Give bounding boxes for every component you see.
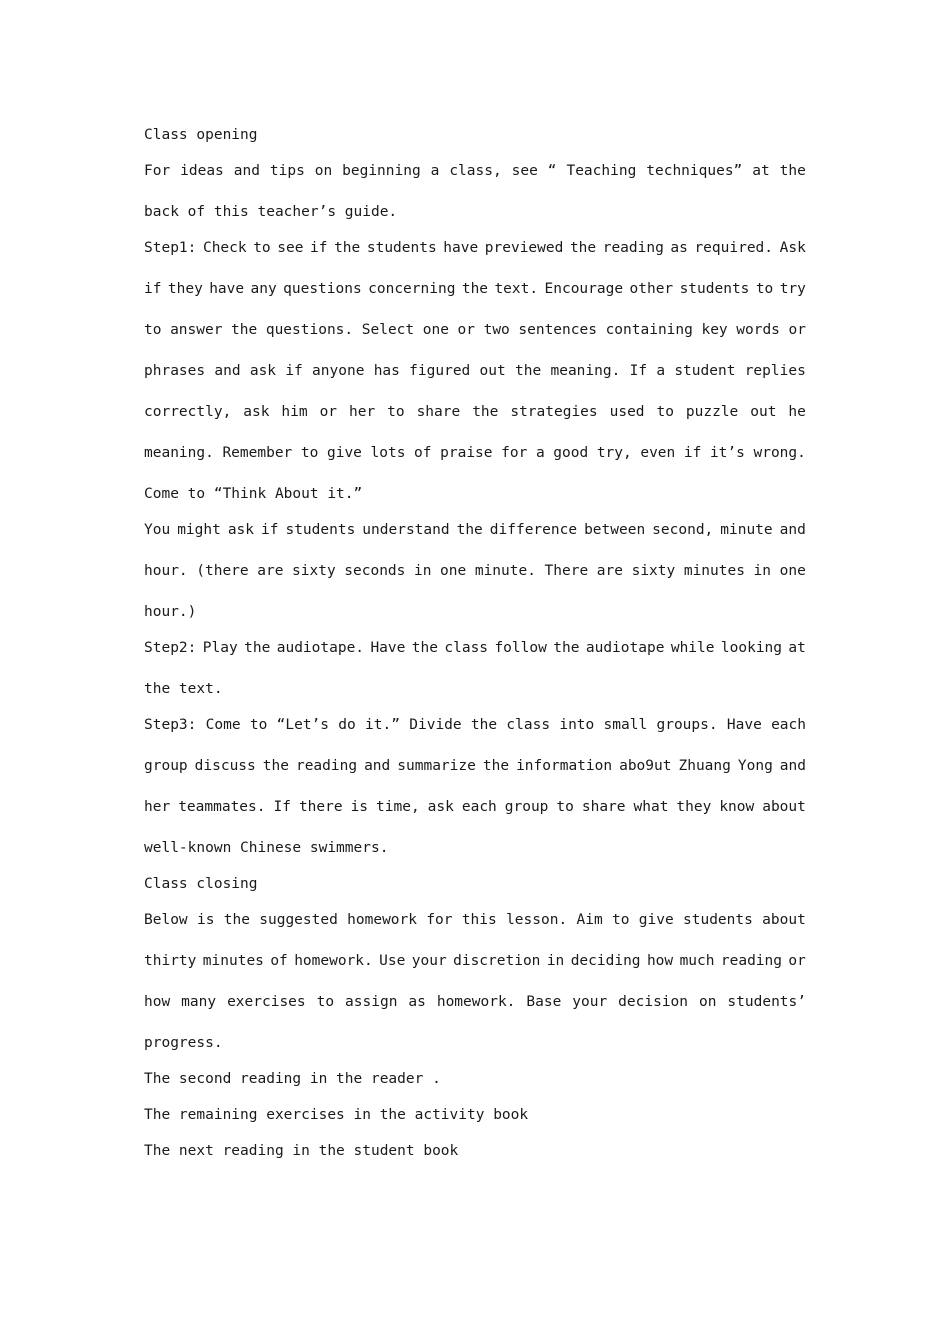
document-body [144, 124, 806, 1162]
word: see [277, 240, 304, 256]
word: Step2: [144, 640, 197, 656]
word: concerning [368, 281, 456, 297]
word: reading [602, 240, 664, 256]
word: if [683, 445, 702, 461]
word: Use [379, 953, 406, 969]
word: Yong [737, 758, 773, 774]
word: to [656, 404, 674, 420]
word: tips [269, 163, 305, 179]
word: understand [362, 522, 450, 538]
word: sentences [518, 322, 597, 338]
word: class [506, 717, 551, 733]
word: (there [196, 563, 249, 579]
word: beginning [342, 163, 421, 179]
word: second, [652, 522, 714, 538]
word: ask [227, 522, 255, 538]
text-line [144, 991, 806, 1013]
word: wrong. [753, 445, 806, 461]
word: they [676, 799, 712, 815]
word: key [701, 322, 728, 338]
word: looking [720, 640, 783, 656]
text-line [144, 560, 806, 582]
word: students [366, 240, 437, 256]
word: Encourage [544, 281, 624, 297]
word: deciding [570, 953, 641, 969]
word: information [516, 758, 613, 774]
text-line: well-known Chinese swimmers. [144, 840, 389, 856]
word: techniques” [646, 163, 743, 179]
word: while [670, 640, 715, 656]
word: sixty [631, 563, 676, 579]
word: try [779, 281, 806, 297]
word: “ [547, 163, 557, 179]
text-line [144, 237, 806, 259]
word: as [670, 240, 688, 256]
word: might [177, 522, 221, 538]
text-line: Class closing [144, 876, 258, 892]
word: Check [202, 240, 247, 256]
text-line: The next reading in the student book [144, 1143, 459, 1159]
word: Remember [222, 445, 293, 461]
word: the [553, 640, 580, 656]
word: group [144, 758, 188, 774]
text-line: The remaining exercises in the activity book [144, 1107, 529, 1123]
word: sixty [292, 563, 336, 579]
word: give [638, 912, 674, 928]
word: on [314, 163, 333, 179]
word: how [144, 994, 171, 1010]
word: if [310, 240, 328, 256]
word: out [479, 363, 506, 379]
word: out [750, 404, 777, 420]
word: the [569, 240, 597, 256]
word: to [387, 404, 405, 420]
text-line: back of this teacher’s guide. [144, 204, 398, 220]
word: time, [376, 799, 420, 815]
word: are [596, 563, 623, 579]
word: the [231, 322, 258, 338]
word: students [683, 912, 753, 928]
word: reading [720, 953, 782, 969]
word: the [411, 640, 438, 656]
word: praise [440, 445, 493, 461]
word: minutes [683, 563, 745, 579]
word: in [546, 953, 565, 969]
text-line [144, 401, 806, 423]
word: at [788, 640, 806, 656]
word: Step1: [144, 240, 197, 256]
text-line: progress. [144, 1035, 223, 1051]
word: thirty [144, 953, 197, 969]
text-line [144, 950, 806, 972]
word: have [209, 281, 245, 297]
word: or [788, 953, 806, 969]
word: students [285, 522, 356, 538]
word: Play [202, 640, 238, 656]
word: reading [295, 758, 358, 774]
word: in [413, 563, 432, 579]
word: minutes [202, 953, 264, 969]
word: audiotape. [276, 640, 365, 656]
word: her [144, 799, 171, 815]
word: each [771, 717, 806, 733]
word: small [603, 717, 648, 733]
text-line [144, 519, 806, 541]
text-line: Come to “Think About it.” [144, 486, 363, 502]
word: to [556, 799, 574, 815]
word: required. [694, 240, 774, 256]
text-line [144, 278, 806, 300]
word: decision [618, 994, 689, 1010]
word: answer [170, 322, 223, 338]
word: discretion [453, 953, 541, 969]
text-line [144, 160, 806, 182]
word: he [788, 404, 806, 420]
word: There [544, 563, 589, 579]
word: the [472, 404, 499, 420]
word: the [461, 281, 489, 297]
word: a [656, 363, 666, 379]
word: to [144, 322, 162, 338]
text-line [144, 755, 806, 777]
word: class, [449, 163, 502, 179]
text-line [144, 796, 806, 818]
word: lesson. [506, 912, 568, 928]
word: assign [345, 994, 398, 1010]
word: containing [605, 322, 693, 338]
word: groups. [656, 717, 718, 733]
word: discuss [194, 758, 256, 774]
word: Come [205, 717, 241, 733]
word: student [674, 363, 736, 379]
word: the [334, 240, 361, 256]
word: Select [361, 322, 415, 338]
word: into [559, 717, 595, 733]
word: homework. [436, 994, 516, 1010]
word: or [788, 322, 806, 338]
word: group [504, 799, 549, 815]
word: give [326, 445, 362, 461]
word: difference [489, 522, 578, 538]
word: minute [720, 522, 773, 538]
word: minute. [474, 563, 536, 579]
word: on [698, 994, 717, 1010]
text-line [144, 442, 806, 464]
word: phrases [144, 363, 206, 379]
word: to [316, 994, 335, 1010]
word: this [461, 912, 497, 928]
word: him [281, 404, 308, 420]
word: there [298, 799, 343, 815]
word: previewed [484, 240, 564, 256]
word: at [752, 163, 770, 179]
word: Zhuang [678, 758, 731, 774]
word: the [482, 758, 510, 774]
word: Step3: [144, 717, 197, 733]
word: For [144, 163, 171, 179]
word: words [736, 322, 780, 338]
word: about [762, 799, 806, 815]
word: students [679, 281, 750, 297]
word: meaning. [550, 363, 621, 379]
word: Have [370, 640, 406, 656]
text-line: Class opening [144, 127, 258, 143]
word: figured [409, 363, 471, 379]
word: a [430, 163, 440, 179]
word: any [250, 281, 277, 297]
word: replies [744, 363, 806, 379]
word: questions. [265, 322, 354, 338]
word: to [755, 281, 774, 297]
word: it’s [709, 445, 745, 461]
word: many [181, 994, 217, 1010]
word: summarize [397, 758, 476, 774]
word: or [319, 404, 338, 420]
word: and [233, 163, 260, 179]
word: Ask [779, 240, 806, 256]
word: your [572, 994, 608, 1010]
word: for [501, 445, 528, 461]
word: If [629, 363, 648, 379]
word: her [349, 404, 376, 420]
word: ask [243, 404, 270, 420]
word: correctly, [144, 404, 232, 420]
word: If [273, 799, 291, 815]
word: it.” [365, 717, 400, 733]
word: abo9ut [619, 758, 672, 774]
word: “Let’s [276, 717, 330, 733]
word: to [249, 717, 268, 733]
word: have [443, 240, 479, 256]
word: to [300, 445, 319, 461]
text-line [144, 319, 806, 341]
word: the [779, 163, 806, 179]
word: even [640, 445, 676, 461]
word: if [285, 363, 303, 379]
word: Divide [409, 717, 462, 733]
text-line [144, 637, 806, 659]
word: and [779, 758, 806, 774]
word: if [261, 522, 279, 538]
word: the [470, 717, 498, 733]
word: and [214, 363, 241, 379]
word: and [364, 758, 391, 774]
word: if [144, 281, 162, 297]
word: between [584, 522, 646, 538]
word: students’ [727, 994, 806, 1010]
word: ideas [180, 163, 224, 179]
text-line [144, 909, 806, 931]
word: ask [427, 799, 454, 815]
word: questions [283, 281, 362, 297]
word: the [456, 522, 483, 538]
word: about [762, 912, 806, 928]
word: one [779, 563, 806, 579]
word: other [629, 281, 674, 297]
word: the [515, 363, 542, 379]
word: in [753, 563, 772, 579]
text-line: hour.) [144, 604, 197, 620]
word: know [719, 799, 755, 815]
word: as [408, 994, 426, 1010]
word: class [444, 640, 489, 656]
word: You [144, 522, 171, 538]
word: share [416, 404, 461, 420]
word: Have [726, 717, 762, 733]
word: and [779, 522, 806, 538]
word: see [511, 163, 538, 179]
word: audiotape [585, 640, 665, 656]
word: seconds [344, 563, 406, 579]
text-line: The second reading in the reader . [144, 1071, 441, 1087]
word: the [223, 912, 250, 928]
word: your [411, 953, 447, 969]
word: has [373, 363, 400, 379]
word: Teaching [566, 163, 637, 179]
word: lots [370, 445, 406, 461]
word: used [609, 404, 645, 420]
word: suggested [259, 912, 338, 928]
word: hour. [144, 563, 188, 579]
word: good [553, 445, 589, 461]
word: ask [249, 363, 277, 379]
word: a [535, 445, 545, 461]
word: do [338, 717, 356, 733]
word: they [167, 281, 203, 297]
word: text. [494, 281, 539, 297]
word: try, [596, 445, 632, 461]
word: much [679, 953, 715, 969]
word: homework. [294, 953, 373, 969]
word: the [262, 758, 289, 774]
word: for [426, 912, 453, 928]
word: one [440, 563, 467, 579]
word: or [457, 322, 475, 338]
word: what [633, 799, 669, 815]
word: Aim [576, 912, 603, 928]
word: to [253, 240, 271, 256]
word: is [350, 799, 369, 815]
word: how [646, 953, 674, 969]
text-line [144, 714, 806, 736]
word: is [196, 912, 215, 928]
word: exercises [227, 994, 306, 1010]
word: strategies [510, 404, 598, 420]
word: the [244, 640, 271, 656]
word: share [581, 799, 626, 815]
word: are [257, 563, 284, 579]
word: anyone [312, 363, 365, 379]
word: of [270, 953, 288, 969]
word: each [461, 799, 497, 815]
word: Below [144, 912, 188, 928]
text-line: the text. [144, 681, 223, 697]
word: meaning. [144, 445, 214, 461]
word: follow [494, 640, 547, 656]
word: Base [526, 994, 562, 1010]
word: homework [347, 912, 417, 928]
word: one [422, 322, 449, 338]
word: teammates. [178, 799, 266, 815]
word: to [612, 912, 630, 928]
word: of [414, 445, 432, 461]
text-line [144, 360, 806, 382]
word: two [483, 322, 510, 338]
word: puzzle [685, 404, 739, 420]
